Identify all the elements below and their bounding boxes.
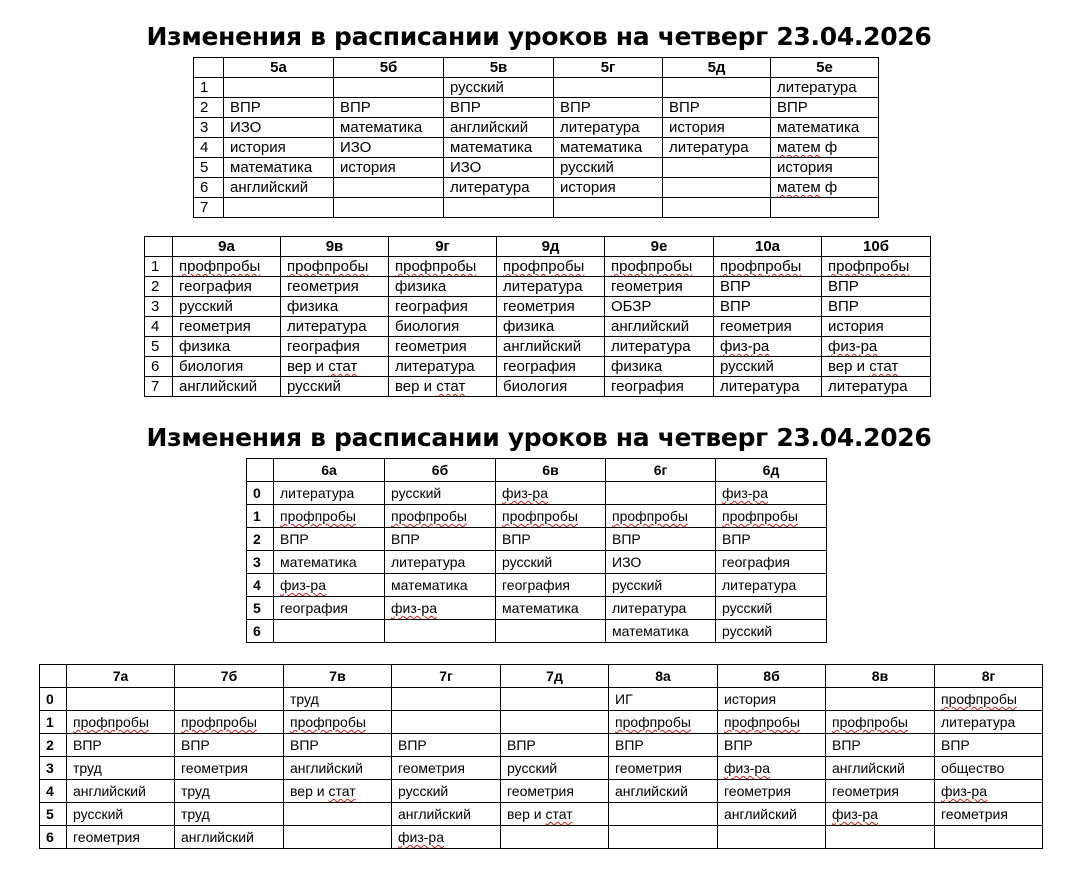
lesson-cell: вер и стат [281,357,389,377]
lesson-cell: литература [605,337,714,357]
lesson-cell [501,688,609,711]
table-row [145,317,931,337]
corner-cell [194,58,224,78]
lesson-cell: геометрия [497,297,605,317]
lesson-cell [501,826,609,849]
lesson-cell: профпробы [67,711,175,734]
class-header: 5г [554,58,663,78]
class-header: 10б [822,237,931,257]
lesson-cell: география [173,277,281,297]
lesson-cell: геометрия [935,803,1043,826]
lesson-cell: ВПР [392,734,501,757]
lesson-cell [718,826,826,849]
lesson-cell: физ-ра [496,482,606,505]
lesson-cell: литература [771,78,879,98]
lesson-number: 4 [40,780,67,803]
lesson-number: 5 [145,337,173,357]
table-row [247,505,827,528]
lesson-cell: ИГ [609,688,718,711]
schedule-table-7-8 [39,664,1043,849]
lesson-cell [501,711,609,734]
lesson-cell: ВПР [385,528,496,551]
lesson-cell: труд [175,803,284,826]
lesson-cell: труд [175,780,284,803]
lesson-cell [663,158,771,178]
lesson-cell: русский [501,757,609,780]
lesson-cell: ИЗО [606,551,716,574]
table-row [145,257,931,277]
class-header: 10а [714,237,822,257]
lesson-cell: геометрия [609,757,718,780]
lesson-cell: геометрия [281,277,389,297]
lesson-cell: история [663,118,771,138]
class-header: 7а [67,665,175,688]
corner-cell [145,237,173,257]
lesson-cell: профпробы [281,257,389,277]
lesson-cell: геометрия [67,826,175,849]
lesson-number: 6 [145,357,173,377]
lesson-cell: литература [389,357,497,377]
lesson-number: 6 [40,826,67,849]
lesson-cell: профпробы [718,711,826,734]
table-row [247,620,827,643]
lesson-number: 3 [247,551,274,574]
lesson-cell: биология [389,317,497,337]
lesson-cell: ВПР [501,734,609,757]
lesson-cell [663,78,771,98]
lesson-cell: физ-ра [826,803,935,826]
lesson-cell [663,198,771,218]
lesson-number: 2 [247,528,274,551]
lesson-cell [444,198,554,218]
lesson-cell [496,620,606,643]
lesson-cell: ОБЗР [605,297,714,317]
lesson-cell: ВПР [224,98,334,118]
lesson-cell: ВПР [334,98,444,118]
lesson-cell: ВПР [714,277,822,297]
table-row [247,597,827,620]
lesson-cell: математика [606,620,716,643]
lesson-number: 7 [194,198,224,218]
lesson-cell [224,198,334,218]
lesson-cell: русский [281,377,389,397]
class-header: 9е [605,237,714,257]
lesson-cell: ВПР [826,734,935,757]
class-header: 7г [392,665,501,688]
lesson-cell [606,482,716,505]
lesson-cell [554,78,663,98]
table-row [145,377,931,397]
lesson-cell: английский [609,780,718,803]
lesson-cell: геометрия [605,277,714,297]
lesson-cell: география [274,597,385,620]
lesson-cell: ВПР [822,277,931,297]
lesson-cell: география [497,357,605,377]
lesson-cell: физика [173,337,281,357]
lesson-cell [334,78,444,98]
class-header: 8б [718,665,826,688]
lesson-cell: литература [554,118,663,138]
lesson-number: 5 [40,803,67,826]
lesson-cell: матем ф [771,178,879,198]
class-header: 5в [444,58,554,78]
lesson-cell: литература [822,377,931,397]
lesson-cell: вер и стат [501,803,609,826]
class-header: 6а [274,459,385,482]
lesson-cell: русский [714,357,822,377]
class-header: 5д [663,58,771,78]
lesson-cell: ВПР [67,734,175,757]
lesson-number: 5 [247,597,274,620]
table-row [40,734,1043,757]
lesson-cell: история [718,688,826,711]
lesson-cell [392,711,501,734]
lesson-cell: русский [392,780,501,803]
lesson-cell: история [822,317,931,337]
lesson-cell: литература [935,711,1043,734]
table-row [247,574,827,597]
class-header: 9г [389,237,497,257]
table-row [145,337,931,357]
lesson-cell: физика [389,277,497,297]
lesson-cell [284,803,392,826]
lesson-cell: профпробы [935,688,1043,711]
lesson-cell: ВПР [822,297,931,317]
class-header: 5б [334,58,444,78]
lesson-cell: ВПР [496,528,606,551]
header-row [145,237,931,257]
lesson-cell: физ-ра [935,780,1043,803]
lesson-cell: математика [771,118,879,138]
lesson-cell: ВПР [274,528,385,551]
header-row [40,665,1043,688]
class-header: 8г [935,665,1043,688]
lesson-cell: вер и стат [284,780,392,803]
lesson-number: 2 [145,277,173,297]
lesson-cell: профпробы [389,257,497,277]
lesson-cell: ВПР [716,528,827,551]
lesson-cell: ИЗО [334,138,444,158]
lesson-cell: ВПР [663,98,771,118]
lesson-cell: математика [496,597,606,620]
table-row [145,277,931,297]
class-header: 6д [716,459,827,482]
lesson-cell: профпробы [822,257,931,277]
lesson-cell: русский [496,551,606,574]
table-row [194,158,879,178]
lesson-cell: ИЗО [224,118,334,138]
lesson-number: 4 [145,317,173,337]
lesson-cell: вер и стат [389,377,497,397]
lesson-cell [826,826,935,849]
lesson-cell: профпробы [385,505,496,528]
lesson-cell [274,620,385,643]
lesson-cell: вер и стат [822,357,931,377]
table-row [194,78,879,98]
lesson-cell: физ-ра [718,757,826,780]
page-title-top: Изменения в расписании уроков на четверг 23.04.2026 [146,22,932,51]
table-row [247,551,827,574]
table-row [40,711,1043,734]
lesson-cell: физ-ра [714,337,822,357]
lesson-cell: математика [334,118,444,138]
lesson-cell: ВПР [609,734,718,757]
lesson-number: 1 [145,257,173,277]
lesson-cell: ВПР [284,734,392,757]
lesson-cell: математика [554,138,663,158]
lesson-cell [392,688,501,711]
class-header: 7б [175,665,284,688]
lesson-cell: профпробы [284,711,392,734]
lesson-cell [609,803,718,826]
lesson-number: 5 [194,158,224,178]
lesson-cell: ВПР [718,734,826,757]
lesson-cell: физ-ра [822,337,931,357]
lesson-cell: профпробы [497,257,605,277]
lesson-cell: география [605,377,714,397]
class-header: 7д [501,665,609,688]
lesson-cell: физ-ра [274,574,385,597]
lesson-cell: география [716,551,827,574]
lesson-cell: физика [497,317,605,337]
table-row [247,482,827,505]
lesson-cell [385,620,496,643]
lesson-cell: профпробы [175,711,284,734]
lesson-number: 0 [40,688,67,711]
class-header: 5а [224,58,334,78]
lesson-cell: литература [385,551,496,574]
lesson-cell: геометрия [173,317,281,337]
lesson-cell: литература [497,277,605,297]
lesson-cell: физ-ра [385,597,496,620]
lesson-cell: география [496,574,606,597]
lesson-number: 1 [40,711,67,734]
lesson-cell: русский [385,482,496,505]
class-header: 5е [771,58,879,78]
table-row [194,138,879,158]
lesson-cell: геометрия [826,780,935,803]
lesson-cell: биология [497,377,605,397]
lesson-cell [284,826,392,849]
lesson-number: 2 [194,98,224,118]
lesson-cell: литература [716,574,827,597]
page-title-bottom: Изменения в расписании уроков на четверг 23.04.2026 [146,423,932,452]
lesson-cell: профпробы [714,257,822,277]
lesson-cell [826,688,935,711]
lesson-cell: профпробы [173,257,281,277]
lesson-cell [67,688,175,711]
header-row [247,459,827,482]
lesson-cell: литература [663,138,771,158]
lesson-cell: русский [444,78,554,98]
lesson-cell: профпробы [274,505,385,528]
lesson-cell [935,826,1043,849]
lesson-cell [663,178,771,198]
lesson-cell: физика [281,297,389,317]
lesson-cell [175,688,284,711]
lesson-cell: ВПР [935,734,1043,757]
table-row [194,98,879,118]
table-row [40,757,1043,780]
lesson-cell: английский [224,178,334,198]
lesson-number: 3 [40,757,67,780]
lesson-number: 0 [247,482,274,505]
lesson-cell: профпробы [826,711,935,734]
lesson-number: 3 [194,118,224,138]
lesson-cell: английский [173,377,281,397]
class-header: 6б [385,459,496,482]
lesson-cell [609,826,718,849]
table-row [247,528,827,551]
class-header: 9а [173,237,281,257]
table-row [194,178,879,198]
lesson-cell [224,78,334,98]
lesson-number: 1 [194,78,224,98]
lesson-number: 7 [145,377,173,397]
class-header: 9в [281,237,389,257]
lesson-cell: география [281,337,389,357]
lesson-cell: русский [606,574,716,597]
lesson-cell: ИЗО [444,158,554,178]
class-header: 7в [284,665,392,688]
lesson-number: 6 [194,178,224,198]
lesson-cell: матем ф [771,138,879,158]
lesson-cell [334,178,444,198]
lesson-cell: биология [173,357,281,377]
lesson-cell: литература [281,317,389,337]
lesson-number: 2 [40,734,67,757]
lesson-cell: английский [718,803,826,826]
lesson-cell: литература [444,178,554,198]
lesson-cell: география [389,297,497,317]
lesson-cell: профпробы [609,711,718,734]
lesson-cell: ВПР [444,98,554,118]
lesson-cell: математика [274,551,385,574]
lesson-cell: профпробы [716,505,827,528]
class-header: 6в [496,459,606,482]
lesson-cell: английский [826,757,935,780]
lesson-cell: физика [605,357,714,377]
lesson-cell: английский [444,118,554,138]
lesson-cell: математика [224,158,334,178]
schedule-table-6 [246,458,827,643]
lesson-cell: история [554,178,663,198]
lesson-cell: русский [67,803,175,826]
lesson-cell: русский [716,597,827,620]
class-header: 8а [609,665,718,688]
lesson-cell: английский [284,757,392,780]
class-header: 8в [826,665,935,688]
lesson-number: 6 [247,620,274,643]
table-row [40,826,1043,849]
lesson-cell: труд [284,688,392,711]
lesson-cell: профпробы [606,505,716,528]
lesson-cell: литература [714,377,822,397]
corner-cell [40,665,67,688]
lesson-cell: геометрия [389,337,497,357]
lesson-cell: английский [605,317,714,337]
table-row [40,803,1043,826]
lesson-cell: математика [385,574,496,597]
corner-cell [247,459,274,482]
lesson-cell: геометрия [501,780,609,803]
lesson-number: 4 [194,138,224,158]
lesson-cell: профпробы [605,257,714,277]
lesson-number: 4 [247,574,274,597]
lesson-cell: профпробы [496,505,606,528]
lesson-cell [334,198,444,218]
table-row [40,780,1043,803]
lesson-cell: русский [716,620,827,643]
lesson-cell: геометрия [718,780,826,803]
table-row [194,118,879,138]
lesson-cell: ВПР [606,528,716,551]
lesson-cell: английский [175,826,284,849]
lesson-cell: история [224,138,334,158]
table-row [40,688,1043,711]
lesson-cell: литература [274,482,385,505]
lesson-cell: труд [67,757,175,780]
schedule-table-5 [193,57,879,218]
lesson-cell: ВПР [175,734,284,757]
schedule-table-9-10 [144,236,931,397]
lesson-cell: геометрия [714,317,822,337]
lesson-cell: русский [173,297,281,317]
lesson-number: 3 [145,297,173,317]
class-header: 9д [497,237,605,257]
lesson-cell [554,198,663,218]
lesson-cell: ВПР [771,98,879,118]
lesson-cell: английский [392,803,501,826]
lesson-cell: математика [444,138,554,158]
class-header: 6г [606,459,716,482]
lesson-cell [771,198,879,218]
lesson-cell: общество [935,757,1043,780]
table-row [194,198,879,218]
lesson-cell: физ-ра [392,826,501,849]
lesson-cell: английский [497,337,605,357]
table-row [145,357,931,377]
lesson-cell: физ-ра [716,482,827,505]
lesson-number: 1 [247,505,274,528]
lesson-cell: история [771,158,879,178]
table-row [145,297,931,317]
lesson-cell: английский [67,780,175,803]
lesson-cell: русский [554,158,663,178]
header-row [194,58,879,78]
lesson-cell: ВПР [554,98,663,118]
lesson-cell: история [334,158,444,178]
lesson-cell: ВПР [714,297,822,317]
lesson-cell: геометрия [392,757,501,780]
lesson-cell: литература [606,597,716,620]
lesson-cell: геометрия [175,757,284,780]
